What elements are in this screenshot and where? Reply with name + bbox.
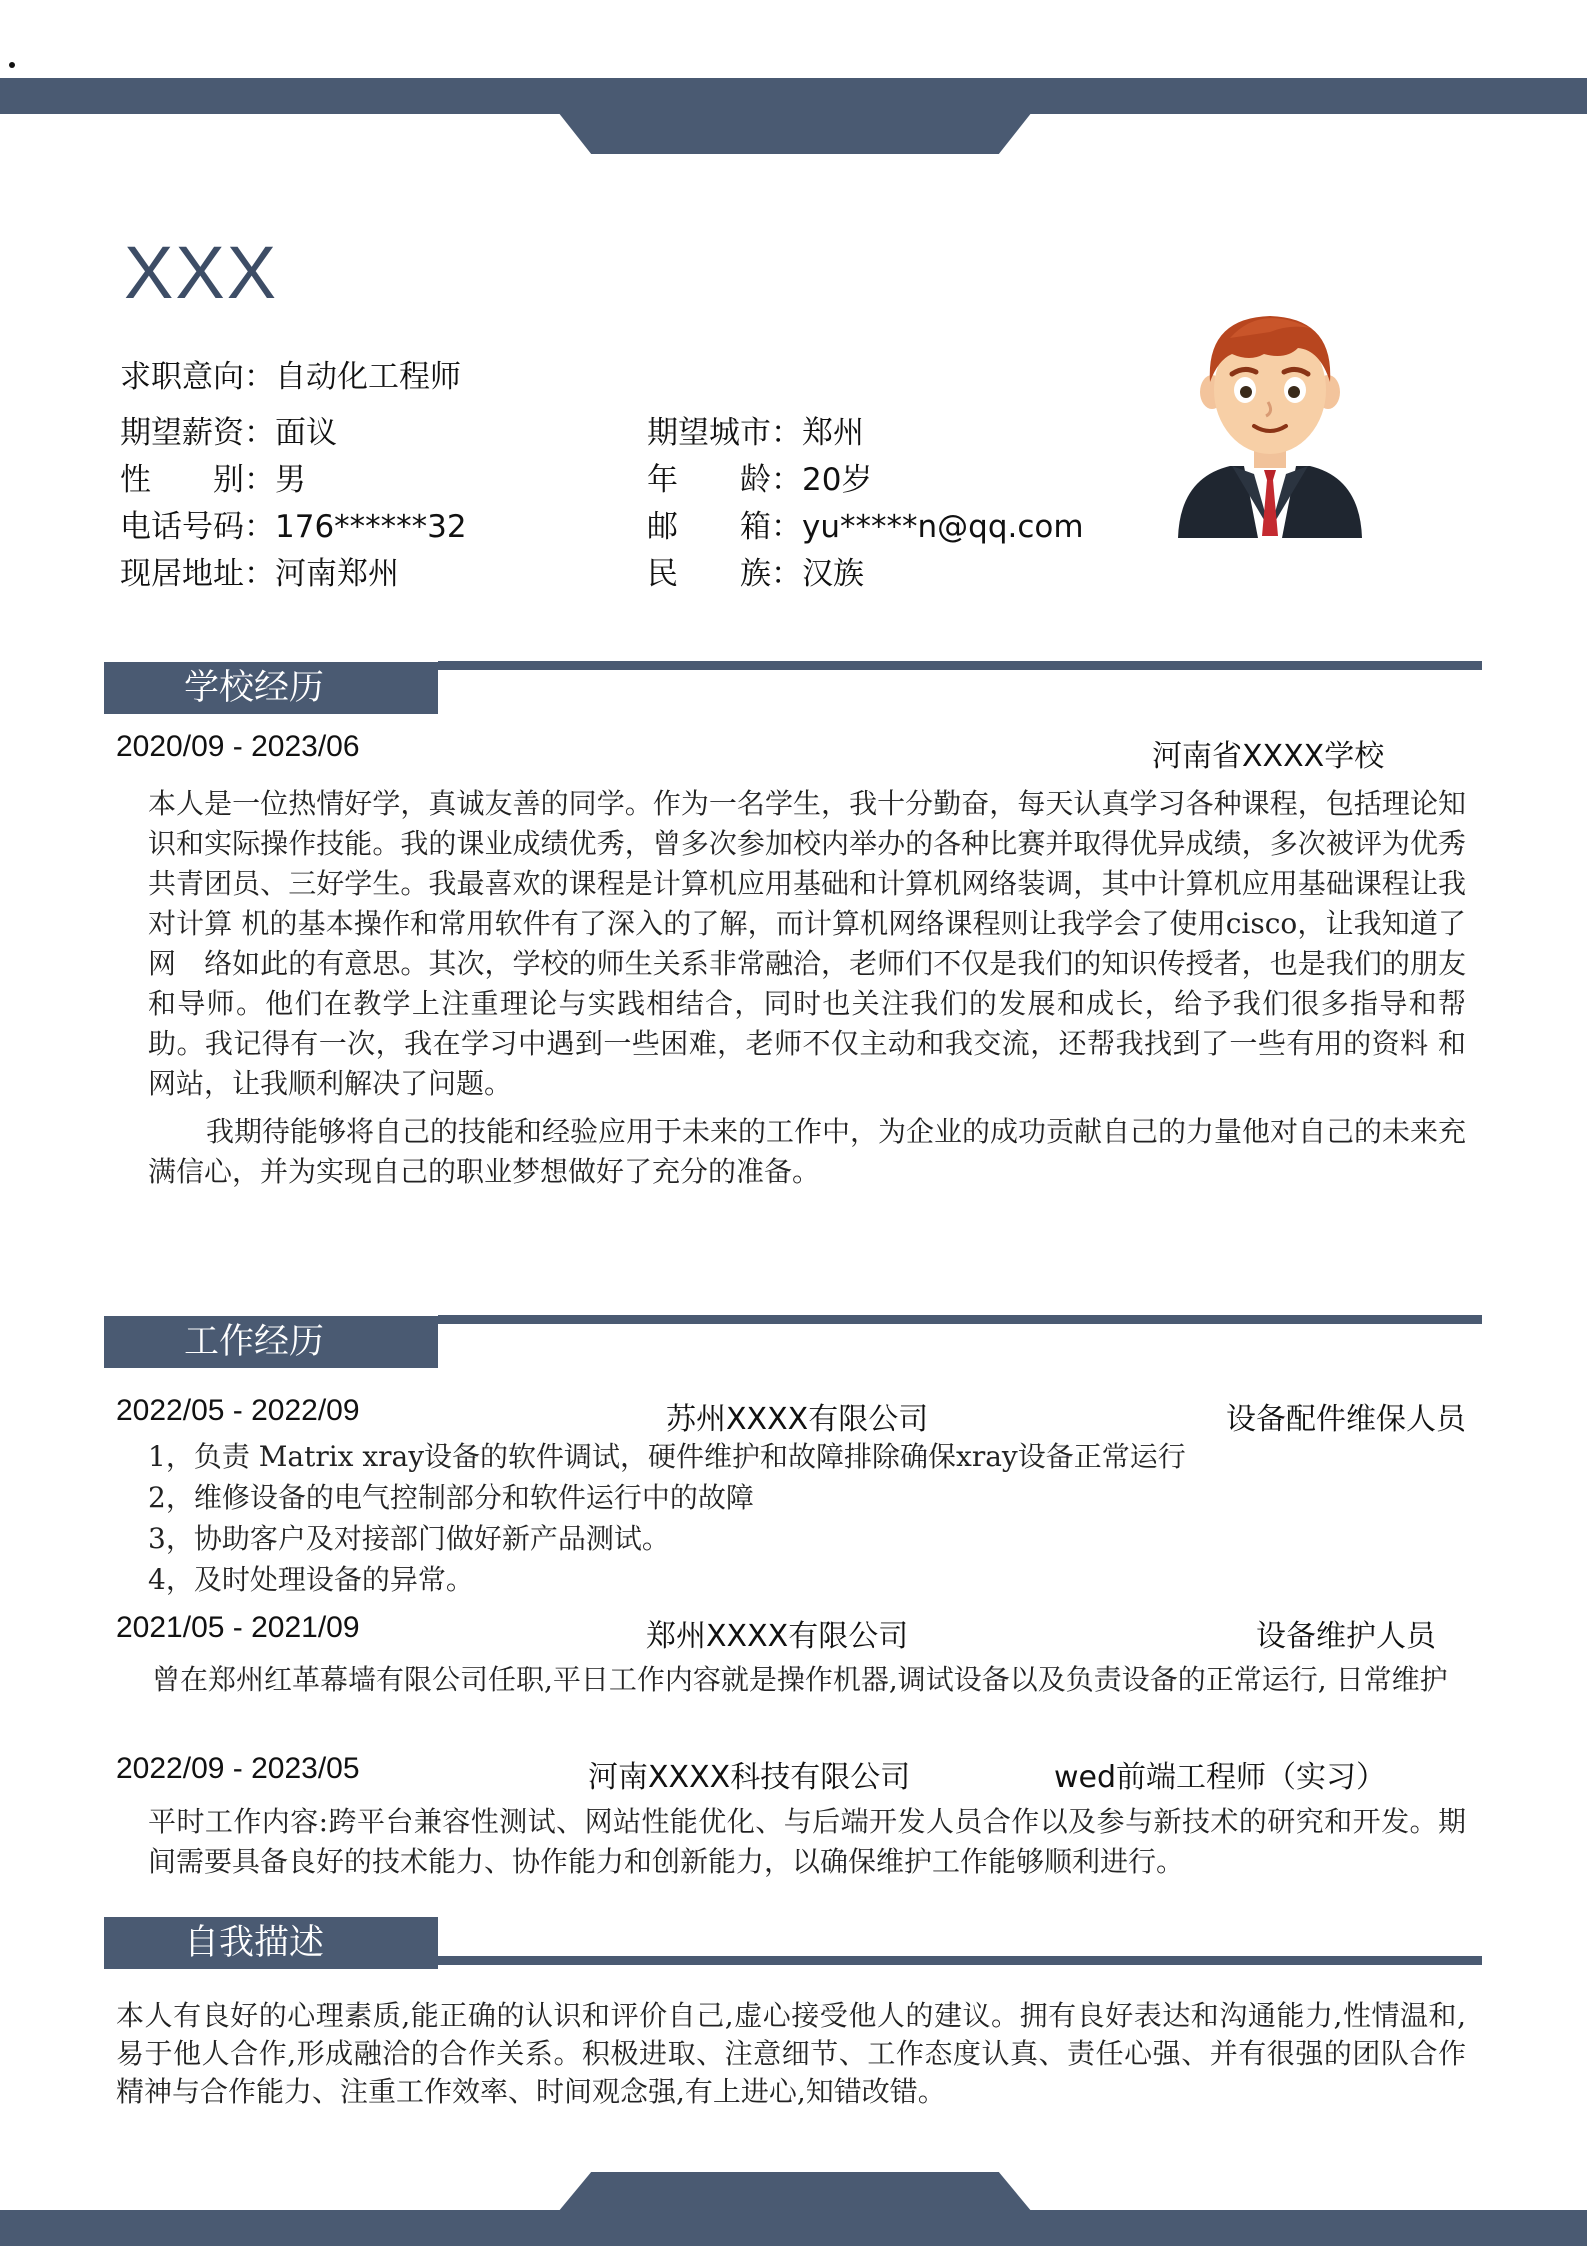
info-value: 汉族 (802, 556, 864, 592)
job-dates: 2022/09 - 2023/05 (116, 1752, 360, 1785)
job-item: 3，协助客户及对接部门做好新产品测试。 (148, 1522, 670, 1555)
info-city (647, 410, 864, 457)
section-line-work (438, 1315, 1482, 1324)
education-paragraph-2: 我期待能够将自己的技能和经验应用于未来的工作中，为企业的成功贡献自己的力量他对自己的未来充满信心，并为实现自己的职业梦想做好了充分的准备。 (148, 1115, 1467, 1188)
section-title-self: 自我描述 (104, 1917, 438, 1969)
job-item: 1，负责 Matrix xray设备的软件调试，硬件维护和故障排除确保xray设备正常运行 (148, 1440, 1186, 1473)
info-label: 年 龄： (647, 462, 802, 498)
info-label: 民 族： (647, 556, 802, 592)
bottom-trapezoid (558, 2172, 1032, 2212)
stray-dot (9, 62, 15, 68)
section-line-education (438, 661, 1482, 670)
info-ethnic (647, 551, 864, 598)
info-value: 176******32 (275, 509, 467, 545)
info-value: 自动化工程师 (275, 359, 461, 395)
education-paragraph-1: 本人是一位热情好学，真诚友善的同学。作为一名学生，我十分勤奋，每天认真学习各种课程，包括理论知识和实际操作技能。我的课业成绩优秀，曾多次参加校内举办的各种比赛并取得优异成绩，多次被评为优秀共青团员、三好学生。我最喜欢的课程是计算机应用基础和计算机网络装调，其中计算机应用基础课程让我对计算 机的基本操作和常用软件有了深入的了解，而计算机网络课程则让我学会了使用cisco，让我知道了网 络如此的有意思。其次，学校的师生关系非常融洽，老师们不仅是我们的知识传授者，也是我们的朋友 和导师。他们在教学上注重理论与实践相结合，同时也关注我们的发展和成长，给予我们很多指导和帮 助。我记得有一次，我在学习中遇到一些困难，老师不仅主动和我交流，还帮我找到了一些有用的资料 和网站，让我顺利解决了问题。 (148, 787, 1466, 1100)
section-line-self (438, 1956, 1482, 1965)
info-label: 邮 箱： (647, 509, 802, 545)
top-bar (0, 78, 1587, 114)
info-label: 期望薪资： (120, 415, 275, 451)
candidate-name: XXX (124, 231, 279, 314)
info-label: 现居地址： (120, 556, 275, 592)
info-salary (120, 410, 337, 457)
job-company: 郑州XXXX有限公司 (646, 1619, 909, 1654)
info-label: 电话号码： (120, 509, 275, 545)
section-title-work: 工作经历 (104, 1316, 438, 1368)
info-value: 面议 (275, 415, 337, 451)
bottom-bar (0, 2210, 1587, 2246)
section-title-education: 学校经历 (104, 662, 438, 714)
job-dates: 2021/05 - 2021/09 (116, 1611, 360, 1644)
info-intention (120, 354, 461, 401)
info-address (120, 551, 399, 598)
info-value: 男 (275, 462, 306, 498)
info-label: 求职意向： (120, 359, 275, 395)
education-dates: 2020/09 - 2023/06 (116, 730, 360, 763)
info-value: 河南郑州 (275, 556, 399, 592)
avatar (1170, 298, 1370, 538)
info-value: yu*****n@qq.com (802, 509, 1084, 545)
job-item: 4，及时处理设备的异常。 (148, 1563, 474, 1596)
avatar-cartoon-icon (1170, 298, 1370, 538)
job-description: 曾在郑州红革幕墙有限公司任职,平日工作内容就是操作机器,调试设备以及负责设备的正常运行, 日常维护 (152, 1663, 1448, 1696)
job-description: 平时工作内容:跨平台兼容性测试、网站性能优化、与后端开发人员合作以及参与新技术的研究和开发。期间需要具备良好的技术能力、协作能力和创新能力，以确保维护工作能够顺利进行。 (148, 1805, 1466, 1878)
info-email (647, 504, 1084, 551)
info-value: 20岁 (802, 462, 873, 498)
job-dates: 2022/05 - 2022/09 (116, 1394, 360, 1427)
job-role: 设备配件维保人员 (1226, 1402, 1466, 1437)
info-gender (120, 457, 306, 504)
info-phone (120, 504, 467, 551)
job-role: wed前端工程师（实习） (1054, 1760, 1387, 1795)
info-label: 性 别： (120, 462, 275, 498)
info-label: 期望城市： (647, 415, 802, 451)
job-item: 2，维修设备的电气控制部分和软件运行中的故障 (148, 1481, 754, 1514)
education-school: 河南省XXXX学校 (1152, 739, 1385, 774)
info-age (647, 457, 872, 504)
top-trapezoid (558, 112, 1032, 154)
job-role: 设备维护人员 (1256, 1619, 1436, 1654)
job-company: 苏州XXXX有限公司 (666, 1402, 929, 1437)
job-company: 河南XXXX科技有限公司 (588, 1760, 911, 1795)
self-description: 本人有良好的心理素质,能正确的认识和评价自己,虚心接受他人的建议。拥有良好表达和沟通能力,性情温和,易于他人合作,形成融洽的合作关系。积极进取、注意细节、工作态度认真、责任心强、并有很强的团队合作精神与合作能力、注重工作效率、时间观念强,有上进心,知错改错。 (116, 1999, 1466, 2108)
info-value: 郑州 (802, 415, 864, 451)
